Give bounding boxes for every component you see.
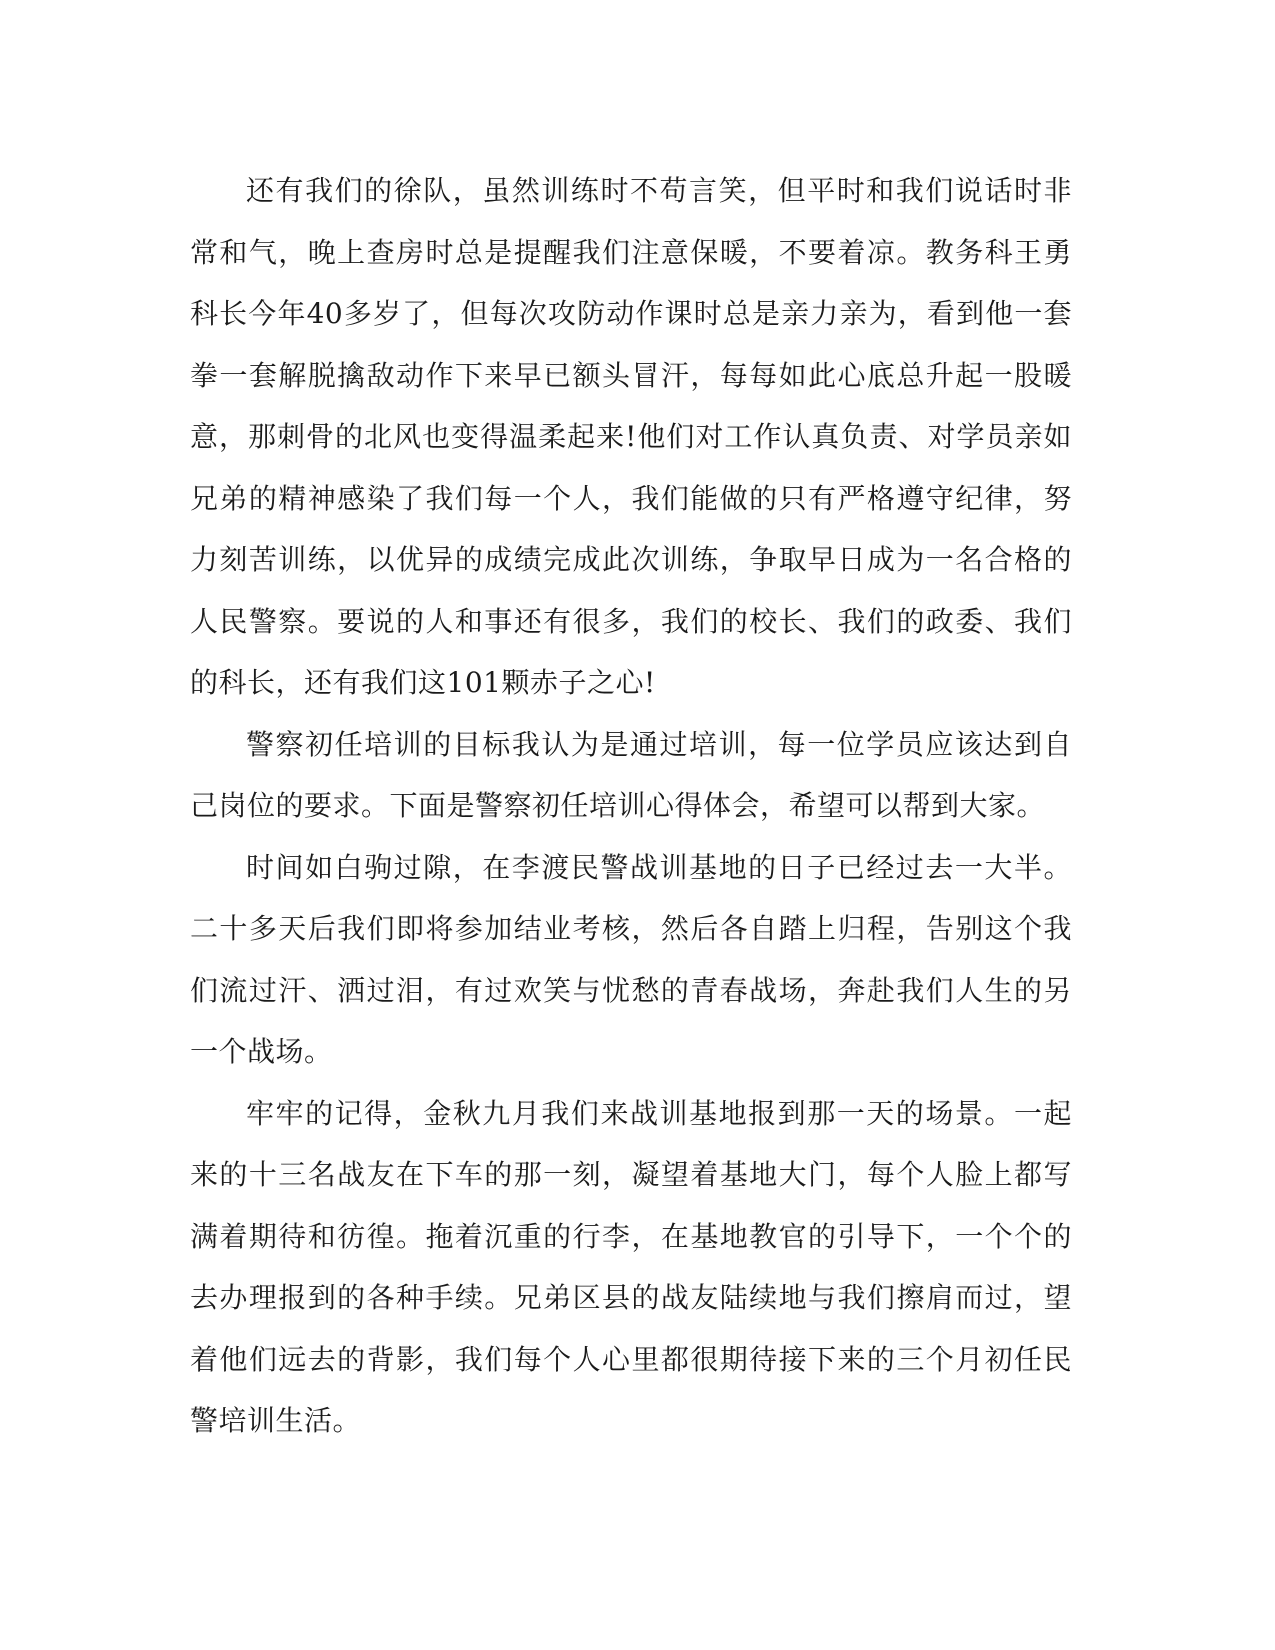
paragraph-2: 警察初任培训的目标我认为是通过培训，每一位学员应该达到自己岗位的要求。下面是警察初任培训心得体会，希望可以帮到大家。 (190, 727, 1072, 822)
paragraph-1: 还有我们的徐队，虽然训练时不苟言笑，但平时和我们说话时非常和气，晚上查房时总是提醒我们注意保暖，不要着凉。教务科王勇科长今年40多岁了，但每次攻防动作课时总是亲力亲为，看到他一套拳一套解脱擒敌动作下来早已额头冒汗，每每如此心底总升起一股暖意，那刺骨的北风也变得温柔起来!他们对工作认真负责、对学员亲如兄弟的精神感染了我们每一个人，我们能做的只有严格遵守纪律，努力刻苦训练，以优异的成绩完成此次训练，争取早日成为一名合格的人民警察。要说的人和事还有很多，我们的校长、我们的政委、我们的科长，还有我们这101颗赤子之心! (190, 174, 1072, 699)
paragraph-4: 牢牢的记得，金秋九月我们来战训基地报到那一天的场景。一起来的十三名战友在下车的那一刻，凝望着基地大门，每个人脸上都写满着期待和彷徨。拖着沉重的行李，在基地教官的引导下，一个个的去办理报到的各种手续。兄弟区县的战友陆续地与我们擦肩而过，望着他们远去的背影，我们每个人心里都很期待接下来的三个月初任民警培训生活。 (190, 1096, 1072, 1437)
paragraph-3: 时间如白驹过隙，在李渡民警战训基地的日子已经过去一大半。二十多天后我们即将参加结业考核，然后各自踏上归程，告别这个我们流过汗、洒过泪，有过欢笑与忧愁的青春战场，奔赴我们人生的另一个战场。 (190, 850, 1072, 1068)
document-body (190, 160, 1072, 1452)
